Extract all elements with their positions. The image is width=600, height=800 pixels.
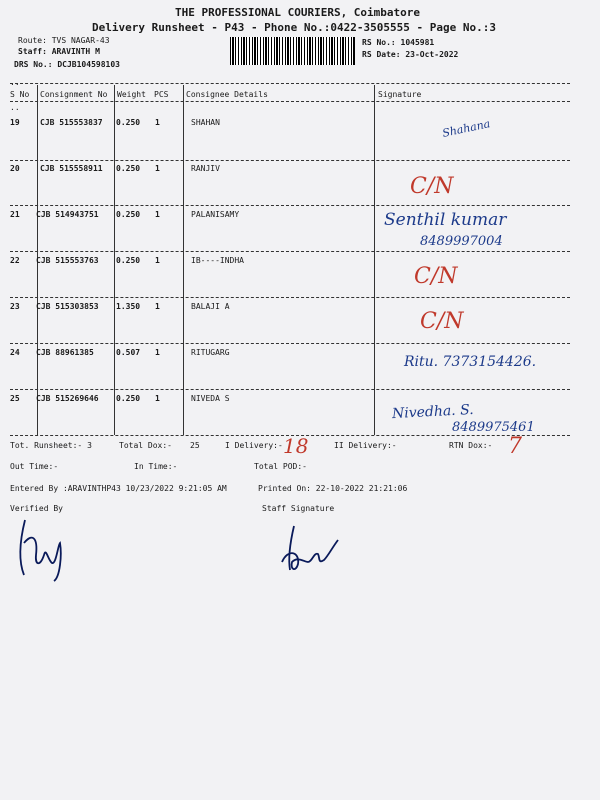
row-pcs: 1 — [155, 118, 160, 127]
runsheet-subtitle: Delivery Runsheet - P43 - Phone No.:0422-3505555 - Page No.:3 — [92, 21, 496, 34]
company-name: THE PROFESSIONAL COURIERS, Coimbatore — [175, 6, 421, 19]
i-delivery-label: I Delivery:- — [225, 441, 283, 450]
row-tick: .. — [10, 103, 20, 112]
row-consignment: CJB 515303853 — [36, 302, 99, 311]
row-pcs: 1 — [155, 394, 160, 403]
printed-on: Printed On: 22-10-2022 21:21:06 — [258, 484, 408, 493]
col-sno: S No — [10, 90, 30, 99]
handwritten-cn: C/N — [420, 309, 464, 334]
row-consignee: RITUGARG — [191, 348, 230, 357]
row-pcs: 1 — [155, 302, 160, 311]
col-pcs: PCS — [154, 90, 169, 99]
out-time: Out Time:- — [10, 462, 59, 471]
row-consignment: CJB 515558911 — [40, 164, 103, 173]
i-delivery-handwritten: 18 — [283, 434, 309, 458]
col-weight: Weight — [117, 90, 146, 99]
row-weight: 0.250 — [116, 394, 141, 403]
row-consignee: PALANISAMY — [191, 210, 240, 219]
row-weight: 1.350 — [116, 302, 141, 311]
handwritten-phone: 8489997004 — [420, 234, 503, 249]
total-runsheet: Tot. Runsheet:- 3 — [10, 441, 92, 450]
handwritten-phone: 8489975461 — [452, 420, 535, 435]
row-rule — [10, 251, 570, 252]
row-sno: 24 — [10, 348, 20, 357]
rs-date: RS Date: 23-Oct-2022 — [362, 50, 459, 59]
handwritten-signature: Senthil kumar — [384, 210, 507, 230]
header-bottom-rule — [10, 101, 570, 102]
route: Route: TVS NAGAR-43 — [18, 36, 110, 45]
row-sno: 23 — [10, 302, 20, 311]
row-consignee: IB----INDHA — [191, 256, 244, 265]
drs-number: DRS No.: DCJB104598103 — [14, 60, 120, 69]
row-weight: 0.250 — [116, 256, 141, 265]
row-pcs: 1 — [155, 348, 160, 357]
row-sno: 19 — [10, 118, 20, 127]
handwritten-signature: Shahana — [441, 117, 492, 140]
rs-number: RS No.: 1045981 — [362, 38, 435, 47]
row-consignee: SHAHAN — [191, 118, 220, 127]
rtn-dox-handwritten: 7 — [508, 434, 522, 459]
col-divider — [183, 85, 184, 435]
handwritten-signature: Ritu. 7373154426. — [404, 354, 537, 370]
row-pcs: 1 — [155, 256, 160, 265]
col-divider — [374, 85, 375, 435]
verifier-signature — [10, 515, 80, 585]
rtn-dox-label: RTN Dox:- — [449, 441, 493, 450]
row-rule — [10, 343, 570, 344]
row-sno: 22 — [10, 256, 20, 265]
row-weight: 0.250 — [116, 210, 141, 219]
row-rule — [10, 389, 570, 390]
header-top-rule — [10, 83, 570, 84]
in-time: In Time:- — [134, 462, 178, 471]
row-weight: 0.507 — [116, 348, 141, 357]
row-consignment: CJB 515553837 — [40, 118, 103, 127]
row-consignment: CJB 514943751 — [36, 210, 99, 219]
row-consignment: CJB 515553763 — [36, 256, 99, 265]
verified-by: Verified By — [10, 504, 63, 513]
row-consignment: CJB 88961385 — [36, 348, 94, 357]
staff-signature — [272, 518, 352, 578]
header-tick: .. — [10, 78, 20, 87]
row-pcs: 1 — [155, 164, 160, 173]
col-signature: Signature — [378, 90, 422, 99]
entered-by: Entered By :ARAVINTHP43 10/23/2022 9:21:05 AM — [10, 484, 227, 493]
staff: Staff: ARAVINTH M — [18, 47, 100, 56]
row-sno: 20 — [10, 164, 20, 173]
row-consignee: RANJIV — [191, 164, 220, 173]
col-consignee: Consignee Details — [186, 90, 268, 99]
col-divider — [114, 85, 115, 435]
handwritten-cn: C/N — [410, 174, 454, 199]
row-weight: 0.250 — [116, 164, 141, 173]
row-pcs: 1 — [155, 210, 160, 219]
handwritten-signature: Nivedha. S. — [391, 401, 475, 423]
staff-signature-label: Staff Signature — [262, 504, 335, 513]
row-rule — [10, 160, 570, 161]
row-rule — [10, 297, 570, 298]
row-consignee: BALAJI A — [191, 302, 230, 311]
row-consignee: NIVEDA S — [191, 394, 230, 403]
col-consignment: Consignment No — [40, 90, 108, 99]
ii-delivery-label: II Delivery:- — [334, 441, 397, 450]
barcode — [230, 37, 355, 65]
row-rule — [10, 205, 570, 206]
total-dox-label: Total Dox:- — [119, 441, 172, 450]
row-consignment: CJB 515269646 — [36, 394, 99, 403]
row-sno: 21 — [10, 210, 20, 219]
row-sno: 25 — [10, 394, 20, 403]
total-dox-value: 25 — [190, 441, 200, 450]
row-weight: 0.250 — [116, 118, 141, 127]
handwritten-cn: C/N — [414, 264, 458, 289]
total-pod: Total POD:- — [254, 462, 307, 471]
